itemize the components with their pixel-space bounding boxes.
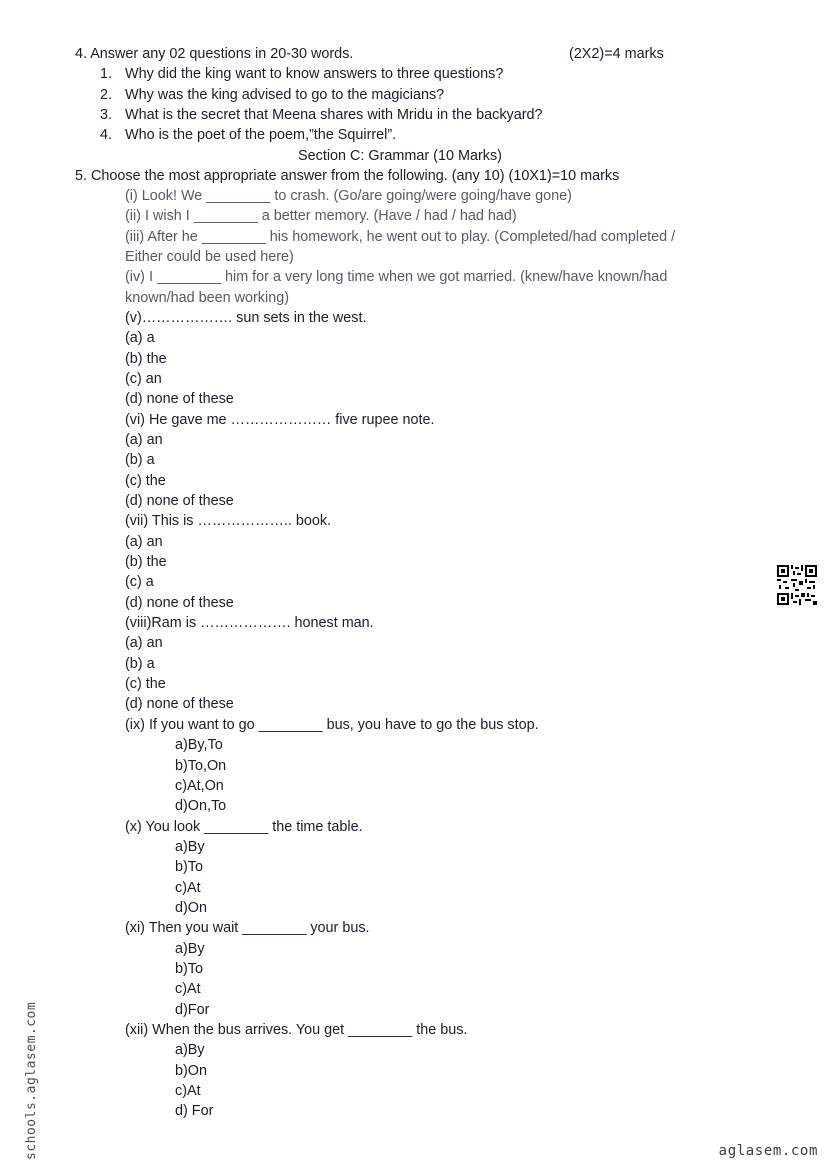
q5-line: Either could be used here): [125, 249, 294, 265]
q5-line: (x) You look ________ the time table.: [125, 819, 363, 835]
q4-item-text: Who is the poet of the poem,”the Squirrel”.: [125, 127, 397, 143]
q5-option: b)On: [175, 1063, 207, 1079]
q5-line: (b) a: [125, 452, 155, 468]
qr-code-icon: [777, 565, 817, 605]
q4-heading: 4. Answer any 02 questions in 20-30 words.: [75, 46, 354, 62]
q5-option: c)At: [175, 1083, 201, 1099]
section-c-heading: Section C: Grammar (10 Marks): [298, 148, 502, 164]
q5-option: a)By: [175, 1042, 205, 1058]
q5-option: a)By: [175, 839, 205, 855]
q5-line: (c) the: [125, 473, 166, 489]
q5-option: b)To: [175, 961, 203, 977]
q5-line: known/had been working): [125, 290, 289, 306]
q5-option: a)By,To: [175, 737, 223, 753]
q5-line: (d) none of these: [125, 493, 234, 509]
q5-option: c)At: [175, 981, 201, 997]
q5-line: (vii) This is ……………….. book.: [125, 513, 332, 529]
q5-line: (c) an: [125, 371, 162, 387]
q5-line: (c) a: [125, 574, 154, 590]
q4-item-text: What is the secret that Meena shares with Mridu in the backyard?: [125, 107, 543, 123]
q5-line: (viii)Ram is ………………. honest man.: [125, 615, 374, 631]
q4-item-number: 4.: [100, 127, 113, 143]
q5-option: c)At: [175, 880, 201, 896]
q5-option: c)At,On: [175, 778, 224, 794]
q5-line: (iii) After he ________ his homework, he went out to play. (Completed/had completed /: [125, 229, 676, 245]
q5-option: b)To,On: [175, 758, 227, 774]
q5-option: d) For: [175, 1103, 214, 1119]
q5-line: (b) the: [125, 554, 167, 570]
q5-option: d)For: [175, 1002, 210, 1018]
q5-line: (ii) I wish I ________ a better memory. (Have / had / had had): [125, 208, 517, 224]
q5-line: (d) none of these: [125, 696, 234, 712]
q5-line: (xi) Then you wait ________ your bus.: [125, 920, 370, 936]
side-watermark: schools.aglasem.com: [24, 1001, 39, 1160]
q5-option: d)On,To: [175, 798, 227, 814]
q4-item-text: Why did the king want to know answers to three questions?: [125, 66, 504, 82]
q5-line: (b) a: [125, 656, 155, 672]
q4-marks: (2X2)=4 marks: [569, 46, 664, 62]
q4-item-number: 3.: [100, 107, 113, 123]
q5-line: (a) an: [125, 635, 163, 651]
q5-option: b)To: [175, 859, 203, 875]
q4-item-number: 2.: [100, 87, 113, 103]
q5-line: (iv) I ________ him for a very long time when we got married. (knew/have known/had: [125, 269, 668, 285]
q5-line: (v)………………. sun sets in the west.: [125, 310, 367, 326]
q5-heading: 5. Choose the most appropriate answer from the following. (any 10) (10X1)=10 marks: [75, 168, 620, 184]
q5-option: a)By: [175, 941, 205, 957]
q5-line: (vi) He gave me ………………… five rupee note.: [125, 412, 435, 428]
q5-line: (d) none of these: [125, 595, 234, 611]
footer-watermark: aglasem.com: [718, 1143, 818, 1159]
q5-line: (ix) If you want to go ________ bus, you have to go the bus stop.: [125, 717, 539, 733]
q5-line: (d) none of these: [125, 391, 234, 407]
q5-line: (b) the: [125, 351, 167, 367]
q5-line: (i) Look! We ________ to crash. (Go/are going/were going/have gone): [125, 188, 572, 204]
q5-line: (xii) When the bus arrives. You get ________ the bus.: [125, 1022, 468, 1038]
q5-line: (a) an: [125, 432, 163, 448]
q5-option: d)On: [175, 900, 207, 916]
q4-item-number: 1.: [100, 66, 113, 82]
q4-item-text: Why was the king advised to go to the magicians?: [125, 87, 445, 103]
q5-line: (a) an: [125, 534, 163, 550]
q5-line: (c) the: [125, 676, 166, 692]
q5-line: (a) a: [125, 330, 155, 346]
